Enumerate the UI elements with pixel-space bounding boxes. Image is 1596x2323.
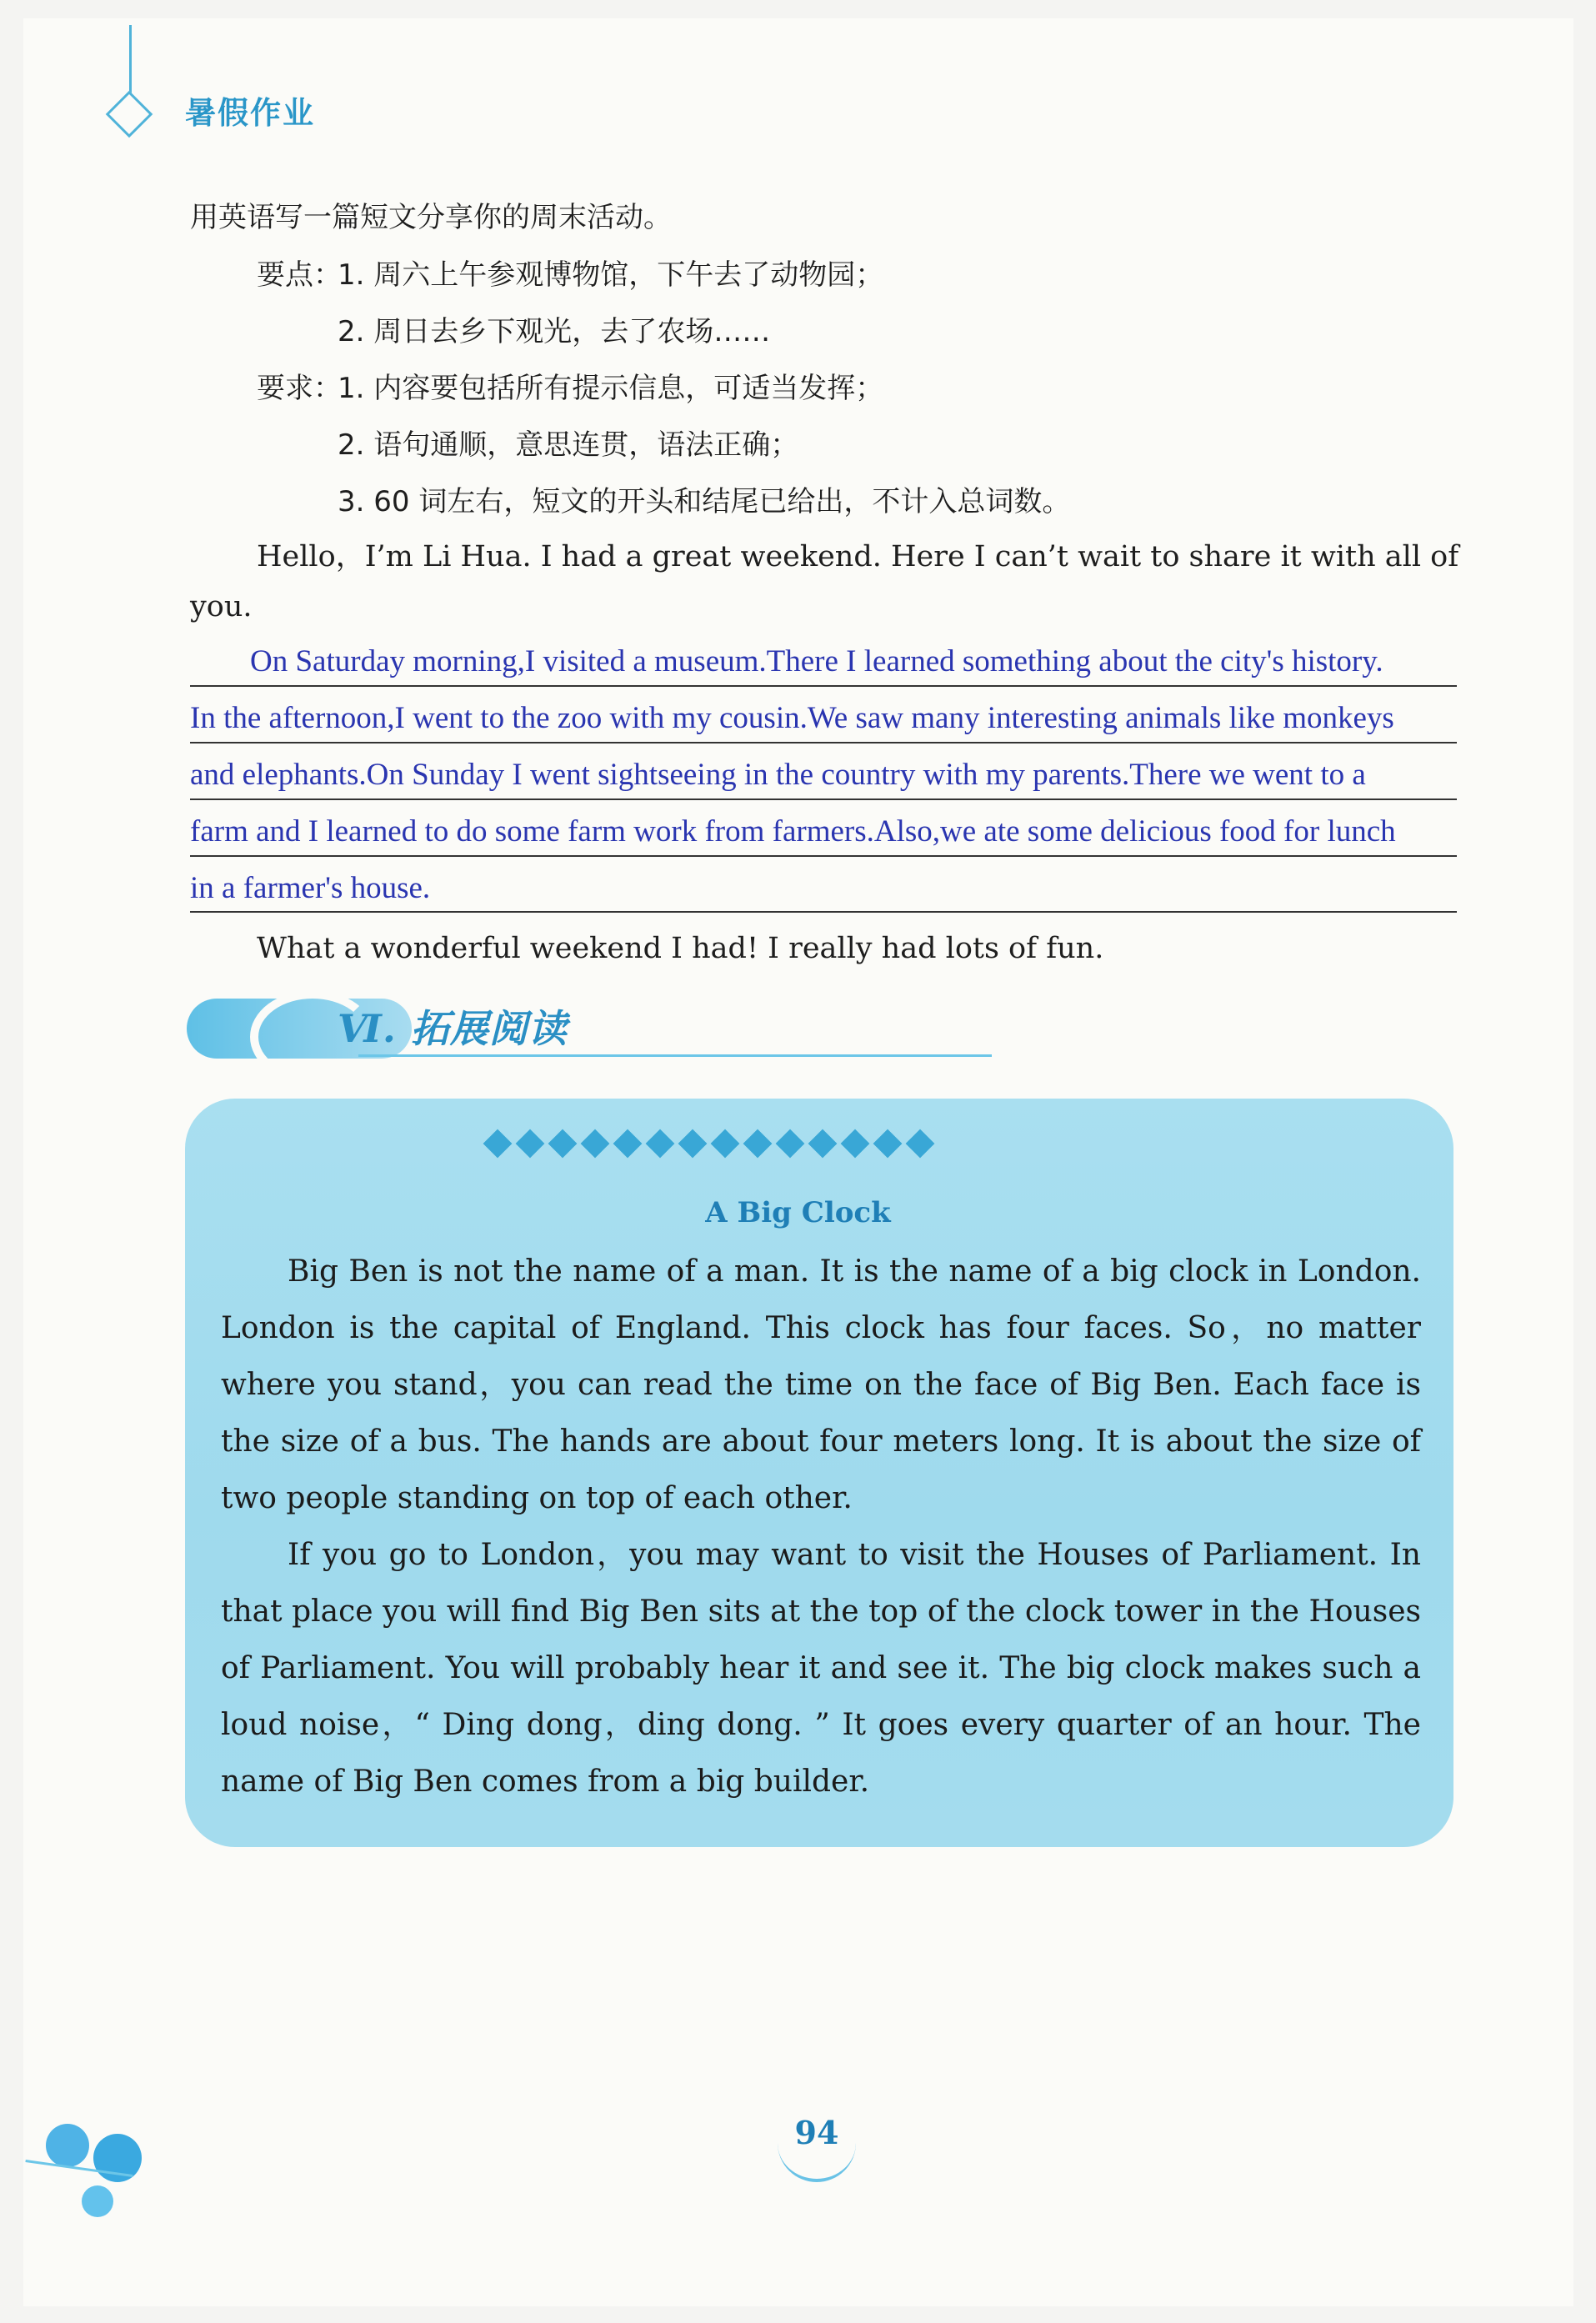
page-number: 94 (794, 2114, 839, 2151)
answer-rule-4 (190, 855, 1457, 857)
task-prompt: 用英语写一篇短文分享你的周末活动。 (190, 201, 672, 234)
diamond-icon (613, 1129, 643, 1159)
page-number-badge (771, 2109, 863, 2175)
diamond-icon (711, 1129, 740, 1159)
answer-line-1: On Saturday morning,I visited a museum.There I learned something about the city's history. (250, 644, 1383, 678)
decorative-diamond-row (485, 1131, 933, 1156)
reading-paragraph-1: Big Ben is not the name of a man. It is the name of a big clock in London. London is the capital of England. This clock has four faces. So，no matter where you stand，you can read the time on the face of Big Ben. Each face is the size of a bus. The hands are about four meters long. It is about the size of two people standing on top of each other. (221, 1254, 1421, 1515)
corner-circle-icon (46, 2124, 89, 2167)
answer-rule-5 (190, 911, 1457, 913)
answer-line-2: In the afternoon,I went to the zoo with my cousin.We saw many interesting animals like monkeys (190, 701, 1394, 735)
requirement-2: 2. 语句通顺，意思连贯，语法正确； (338, 428, 799, 462)
diamond-icon (646, 1129, 675, 1159)
section-title: Ⅵ. 拓展阅读 (338, 1006, 568, 1051)
requirement-1: 1. 内容要包括所有提示信息，可适当发挥； (338, 372, 884, 405)
diamond-icon (743, 1129, 773, 1159)
requirement-3: 3. 60 词左右，短文的开头和结尾已给出，不计入总词数。 (338, 485, 1071, 518)
reading-body (221, 1244, 1421, 1810)
section-banner-rule (358, 1054, 992, 1057)
diamond-icon (678, 1129, 708, 1159)
corner-circle-icon (82, 2185, 113, 2217)
diamond-icon (873, 1129, 903, 1159)
answer-line-4: farm and I learned to do some farm work from farmers.Also,we ate some delicious food for lunch (190, 814, 1396, 849)
opening-line-1: Hello，I’m Li Hua. I had a great weekend. Here I can’t wait to share it with all of (257, 540, 1459, 573)
points-label: 要点： (257, 258, 342, 292)
requirements-label: 要求： (257, 372, 342, 405)
point-2: 2. 周日去乡下观光，去了农场…… (338, 315, 771, 348)
diamond-icon (906, 1129, 935, 1159)
answer-line-3: and elephants.On Sunday I went sightseeing in the country with my parents.There we went to a (190, 758, 1366, 792)
header-title: 暑假作业 (185, 95, 315, 131)
diamond-icon (776, 1129, 805, 1159)
answer-line-5: in a farmer's house. (190, 871, 431, 905)
opening-line-2: you. (190, 590, 253, 623)
answer-rule-3 (190, 799, 1457, 800)
diamond-icon (808, 1129, 838, 1159)
point-1: 1. 周六上午参观博物馆，下午去了动物园； (338, 258, 884, 292)
diamond-icon (581, 1129, 610, 1159)
diamond-icon (548, 1129, 578, 1159)
diamond-icon (483, 1129, 513, 1159)
diamond-icon (516, 1129, 545, 1159)
answer-rule-1 (190, 685, 1457, 687)
closing-line: What a wonderful weekend I had! I really had lots of fun. (257, 932, 1104, 965)
answer-rule-2 (190, 742, 1457, 743)
diamond-icon (841, 1129, 870, 1159)
reading-paragraph-2: If you go to London，you may want to visit the Houses of Parliament. In that place you will find Big Ben sits at the top of the clock tower in the Houses of Parliament. You will probably hear it and see it. The big clock makes such a loud noise，“ Ding dong，ding dong. ” It goes every quarter of an hour. The name of Big Ben comes from a big builder. (221, 1538, 1421, 1799)
reading-title: A Big Clock (705, 1196, 891, 1229)
